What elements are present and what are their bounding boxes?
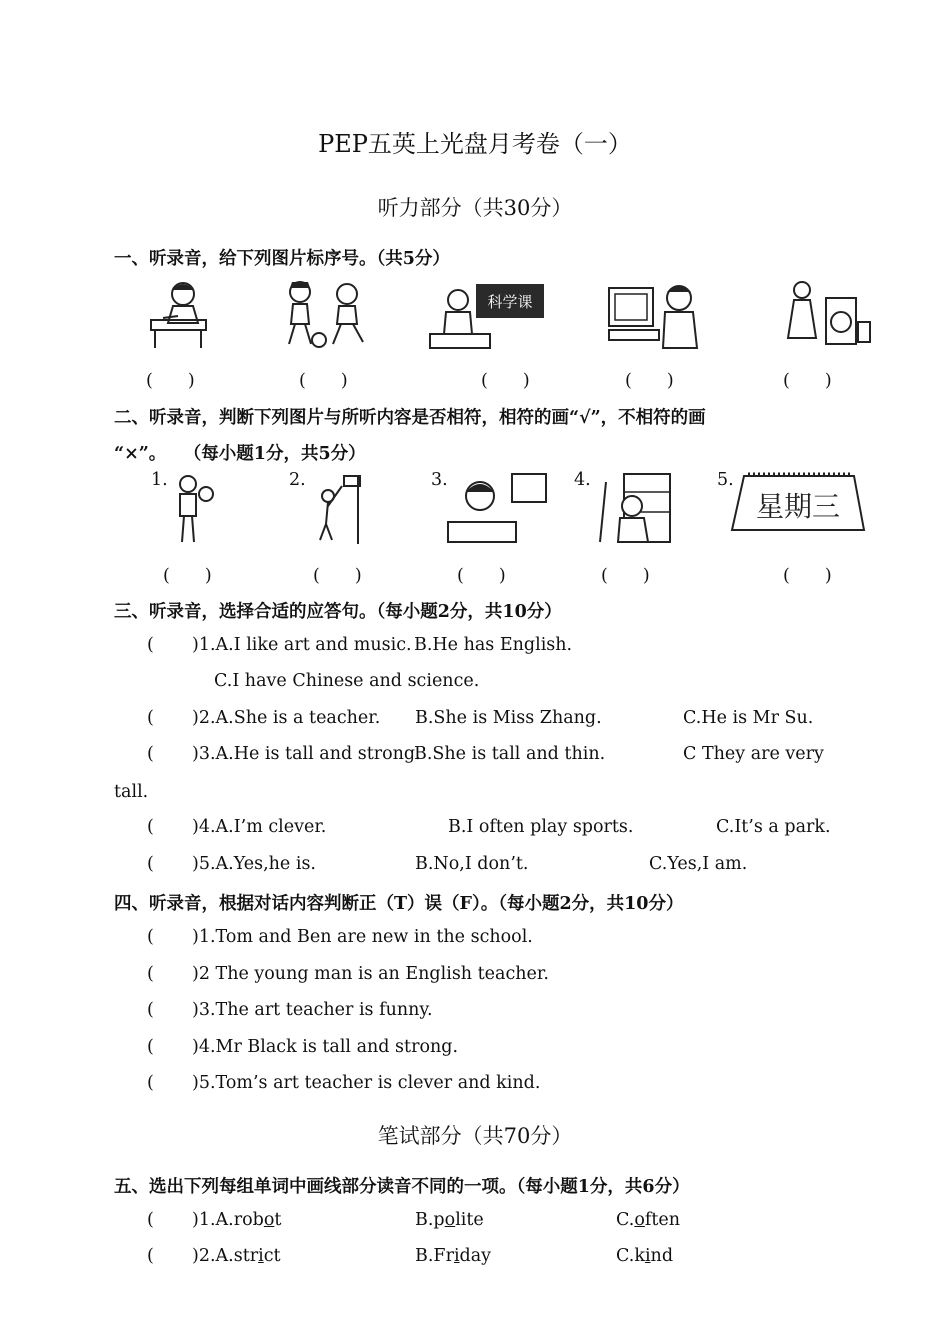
q3-item2-b: B.She is Miss Zhang. xyxy=(415,708,602,728)
q1-blank-3[interactable]: ( ) xyxy=(481,371,530,391)
boy-basketball-picture xyxy=(306,472,366,546)
q2-blank-1[interactable]: ( ) xyxy=(163,566,212,586)
q3-item5-c: C.Yes,I am. xyxy=(649,854,748,874)
q2-blank-2[interactable]: ( ) xyxy=(313,566,362,586)
q2-heading: 二、听录音，判断下列图片与所听内容是否相符，相符的画“√”，不相符的画 xyxy=(114,408,706,428)
q3-heading: 三、听录音，选择合适的应答句。（每小题2分，共10分） xyxy=(114,602,562,622)
listening-section-header: 听力部分（共30分） xyxy=(377,196,573,220)
q1-heading: 一、听录音，给下列图片标序号。（共5分） xyxy=(114,249,450,269)
q2-blank-3[interactable]: ( ) xyxy=(457,566,506,586)
q4-open-paren-5[interactable]: ( xyxy=(147,1073,154,1093)
q2-num-2: 2. xyxy=(289,470,306,490)
q5-item2-a: )2.A.strict xyxy=(192,1246,281,1266)
q5-open-paren-2[interactable]: ( xyxy=(147,1246,154,1266)
q3-item2-c: C.He is Mr Su. xyxy=(683,708,814,728)
q2-num-5: 5. xyxy=(717,470,734,490)
girl-reading-library-picture xyxy=(590,472,674,546)
q3-open-paren-4[interactable]: ( xyxy=(147,817,154,837)
q5-item1-a: )1.A.robot xyxy=(192,1210,282,1230)
q2-blank-5[interactable]: ( ) xyxy=(783,566,832,586)
calendar-wednesday-picture xyxy=(730,470,866,536)
q2-blank-4[interactable]: ( ) xyxy=(601,566,650,586)
boy-computer-picture xyxy=(605,278,705,350)
q3-item4-a: )4.A.I’m clever. xyxy=(192,817,327,837)
q3-item1-c: C.I have Chinese and science. xyxy=(214,671,480,691)
q4-open-paren-1[interactable]: ( xyxy=(147,927,154,947)
q4-open-paren-4[interactable]: ( xyxy=(147,1037,154,1057)
boys-playing-football-picture xyxy=(275,278,375,350)
q4-item-3: )3.The art teacher is funny. xyxy=(192,1000,433,1020)
q3-open-paren-1[interactable]: ( xyxy=(147,635,154,655)
q4-heading: 四、听录音，根据对话内容判断正（T）误（F）。（每小题2分，共10分） xyxy=(114,894,684,914)
q2-num-1: 1. xyxy=(151,470,168,490)
q3-item3-c: C They are very xyxy=(683,744,824,764)
q3-item3-b: B.She is tall and thin. xyxy=(414,744,606,764)
q4-item-1: )1.Tom and Ben are new in the school. xyxy=(192,927,533,947)
q3-item2-a: )2.A.She is a teacher. xyxy=(192,708,381,728)
q3-item4-b: B.I often play sports. xyxy=(448,817,634,837)
page-title: PEP五英上光盘月考卷（一） xyxy=(318,130,632,158)
mother-washing-clothes-picture xyxy=(772,278,872,350)
q4-open-paren-3[interactable]: ( xyxy=(147,1000,154,1020)
q5-item1-b: B.polite xyxy=(415,1210,484,1230)
q1-blank-1[interactable]: ( ) xyxy=(146,371,195,391)
q5-heading: 五、选出下列每组单词中画线部分读音不同的一项。（每小题1分，共6分） xyxy=(114,1177,690,1197)
q3-open-paren-2[interactable]: ( xyxy=(147,708,154,728)
girl-writing-picture xyxy=(143,278,218,350)
q1-blank-4[interactable]: ( ) xyxy=(625,371,674,391)
q4-item-4: )4.Mr Black is tall and strong. xyxy=(192,1037,459,1057)
science-class-picture xyxy=(428,278,548,350)
calendar-text: 星期三 xyxy=(755,490,841,523)
writing-section-header: 笔试部分（共70分） xyxy=(377,1124,573,1148)
q3-item4-c: C.It’s a park. xyxy=(716,817,831,837)
q5-item2-b: B.Friday xyxy=(415,1246,492,1266)
q3-item3-a: )3.A.He is tall and strong. xyxy=(192,744,421,764)
q4-item-2: )2 The young man is an English teacher. xyxy=(192,964,549,984)
q3-item1-b: B.He has English. xyxy=(414,635,573,655)
q5-open-paren-1[interactable]: ( xyxy=(147,1210,154,1230)
q2-heading-cont: “×”。 （每小题1分，共5分） xyxy=(114,444,366,464)
q3-item1-a: )1.A.I like art and music. xyxy=(192,635,412,655)
girl-studying-picture xyxy=(446,472,550,546)
q2-num-4: 4. xyxy=(574,470,591,490)
q1-blank-5[interactable]: ( ) xyxy=(783,371,832,391)
q4-open-paren-2[interactable]: ( xyxy=(147,964,154,984)
q3-open-paren-5[interactable]: ( xyxy=(147,854,154,874)
q1-blank-2[interactable]: ( ) xyxy=(299,371,348,391)
boy-ping-pong-picture xyxy=(168,472,218,546)
science-class-label: 科学课 xyxy=(487,293,533,311)
q5-item1-c: C.often xyxy=(616,1210,681,1230)
q3-open-paren-3[interactable]: ( xyxy=(147,744,154,764)
q3-item5-a: )5.A.Yes,he is. xyxy=(192,854,316,874)
q3-item3-c-cont: tall. xyxy=(114,782,149,802)
q5-item2-c: C.kind xyxy=(616,1246,674,1266)
q3-item5-b: B.No,I don’t. xyxy=(415,854,529,874)
q2-num-3: 3. xyxy=(431,470,448,490)
q4-item-5: )5.Tom’s art teacher is clever and kind. xyxy=(192,1073,541,1093)
